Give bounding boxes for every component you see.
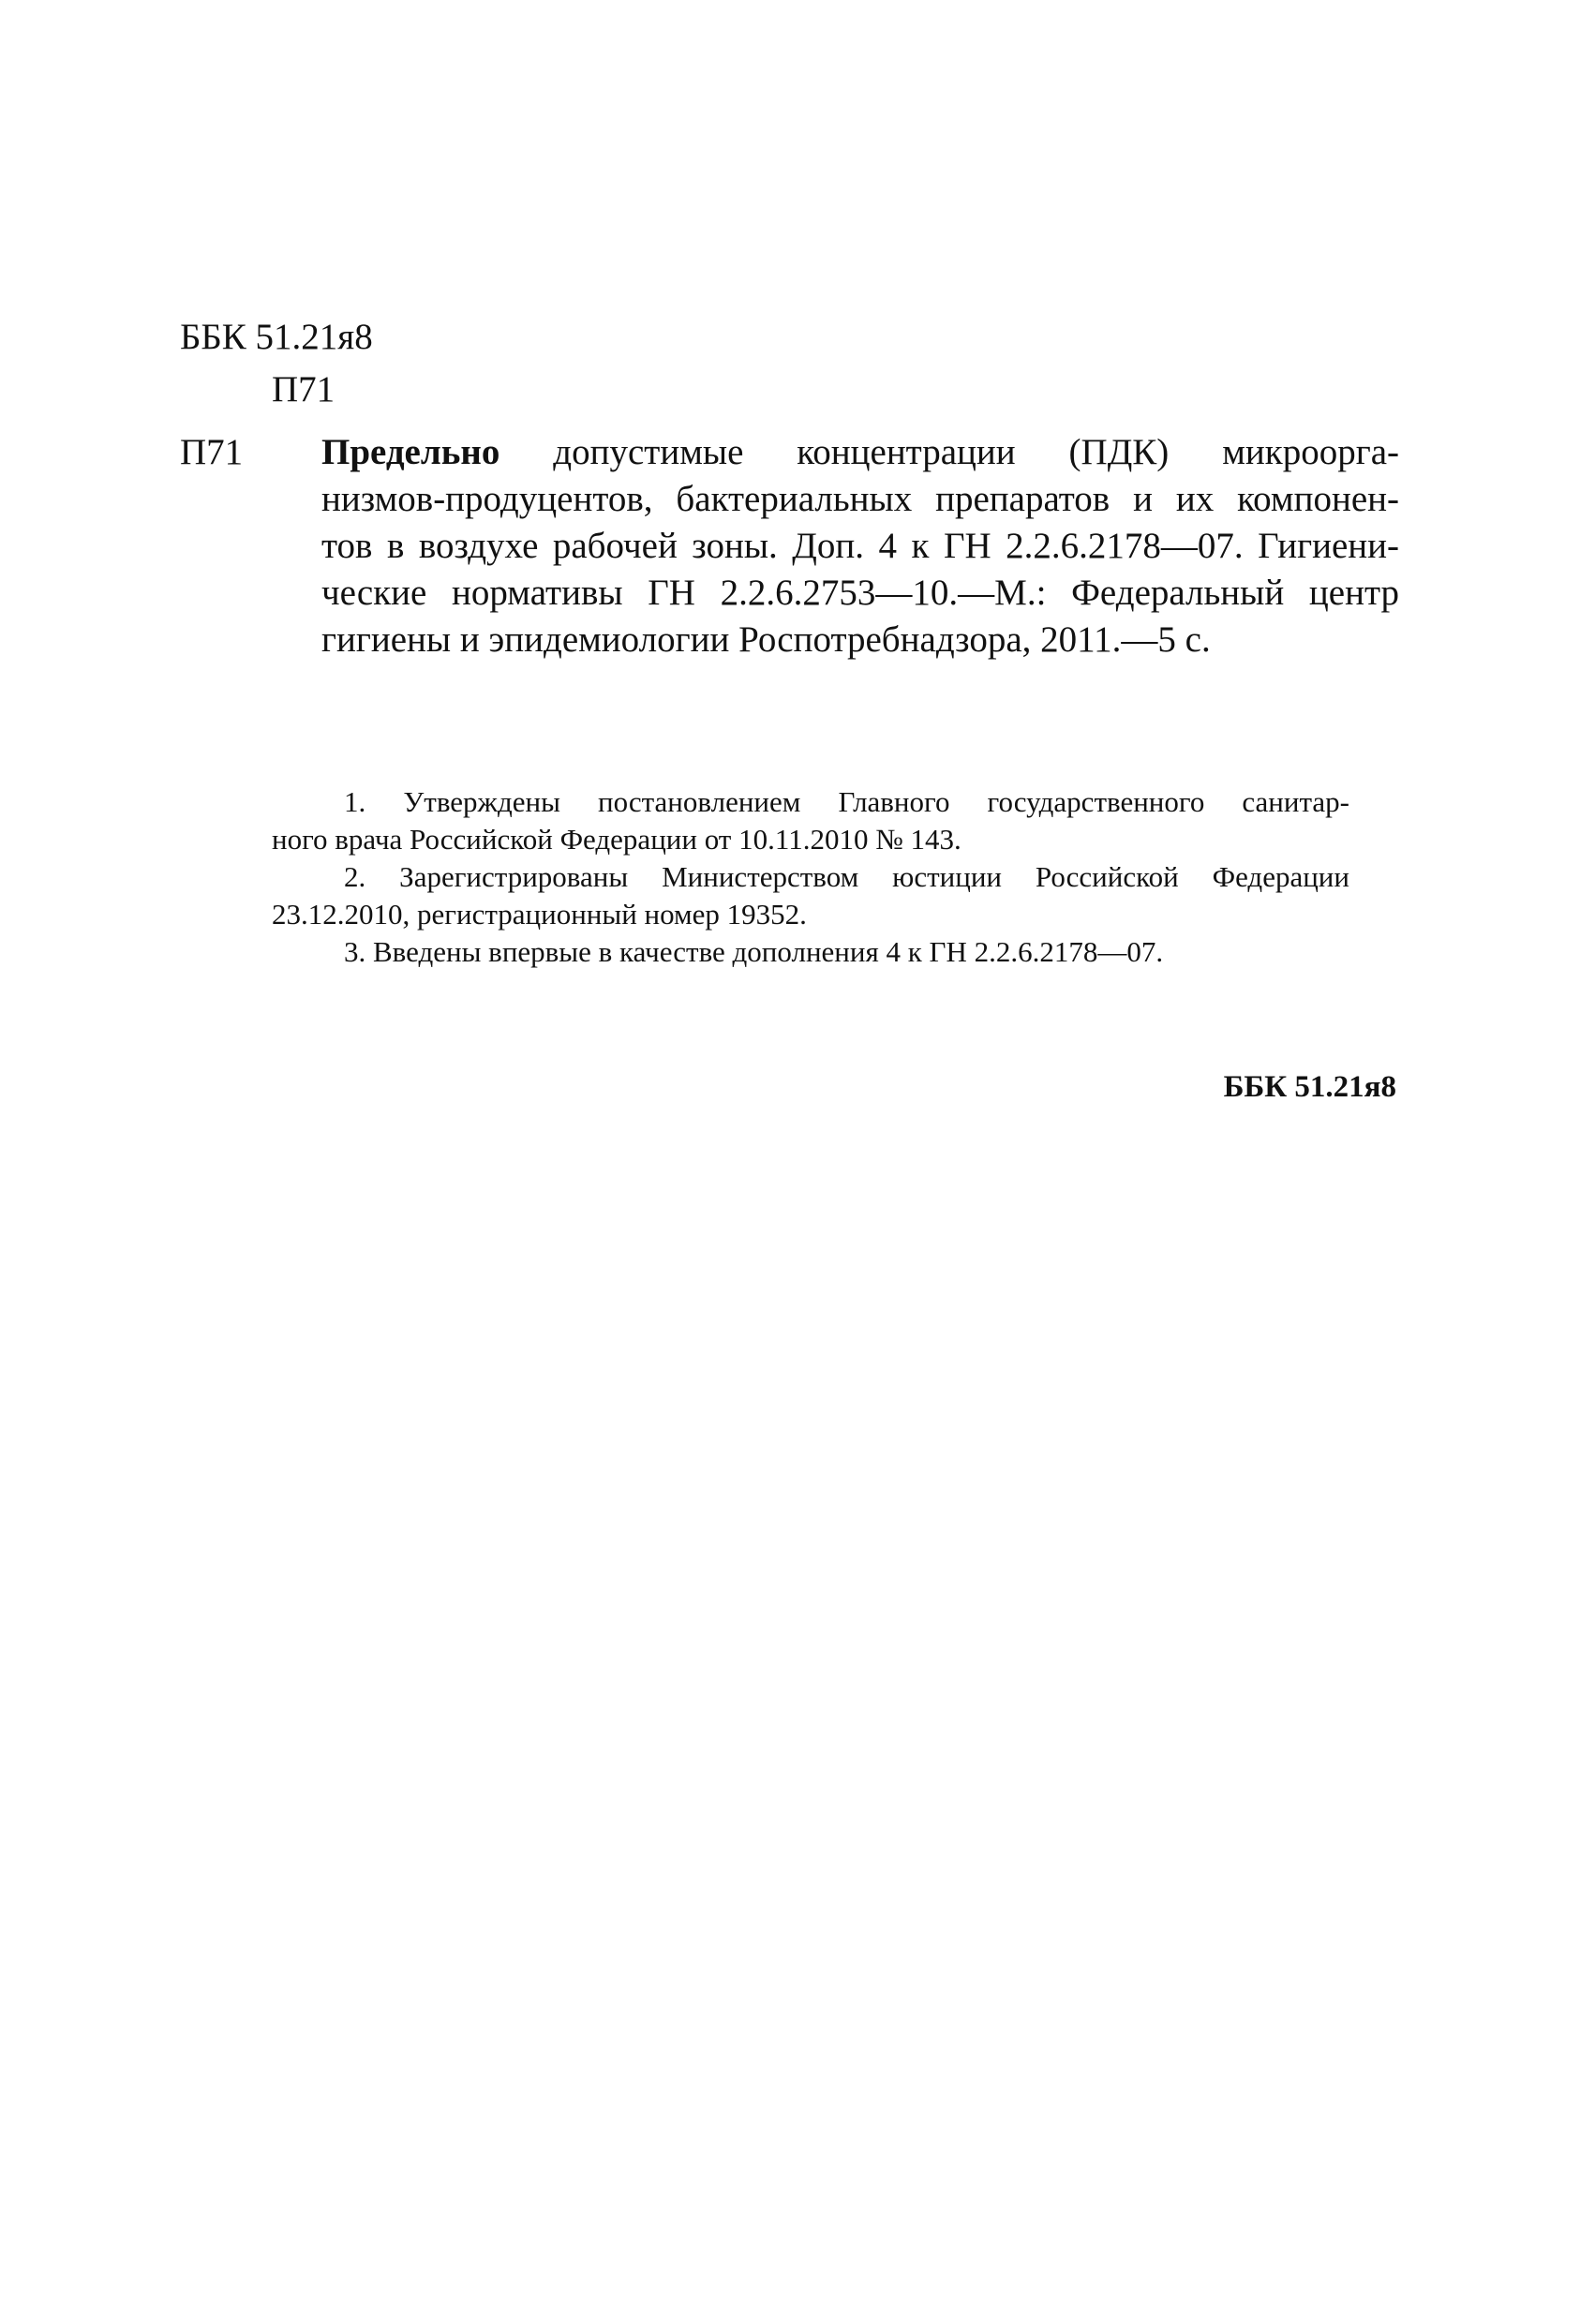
bibliographic-description [321, 429, 1399, 663]
note-line-2: ного врача Российской Федерации от 10.11.2010 № 143. [272, 823, 961, 856]
bibliographic-line-5: гигиены и эпидемиологии Роспотребнадзора, 2011.—5 с. [321, 619, 1211, 660]
note-line-4: 23.12.2010, регистрационный номер 19352. [272, 898, 807, 931]
note-line-5: 3. Введены впервые в качестве дополнения 4 к ГН 2.2.6.2178—07. [344, 935, 1164, 968]
note-line-3: 2. Зарегистрированы Министерством юстиции Российской Федерации [344, 860, 1349, 893]
bibliographic-line-3: тов в воздухе рабочей зоны. Доп. 4 к ГН 2.2.6.2178—07. Гигиени- [321, 526, 1399, 566]
bibliographic-author-mark: П71 [180, 432, 244, 472]
approval-notes [272, 783, 1349, 971]
bibliographic-line-1 [321, 429, 1399, 476]
bbk-classification-code: ББК 51.21я8 [180, 317, 373, 357]
title-lead-word: Предельно [321, 432, 500, 472]
author-mark: П71 [272, 369, 335, 410]
bibliographic-line-1-text: допустимые концентрации (ПДК) микроорга- [499, 432, 1399, 472]
footer-bbk-code: ББК 51.21я8 [1223, 1070, 1396, 1104]
bibliographic-line-4: ческие нормативы ГН 2.2.6.2753—10.—М.: Федеральный центр [321, 573, 1399, 613]
note-line-1: 1. Утверждены постановлением Главного государственного санитар- [344, 785, 1349, 818]
bibliographic-line-2: низмов-продуцентов, бактериальных препаратов и их компонен- [321, 479, 1399, 519]
